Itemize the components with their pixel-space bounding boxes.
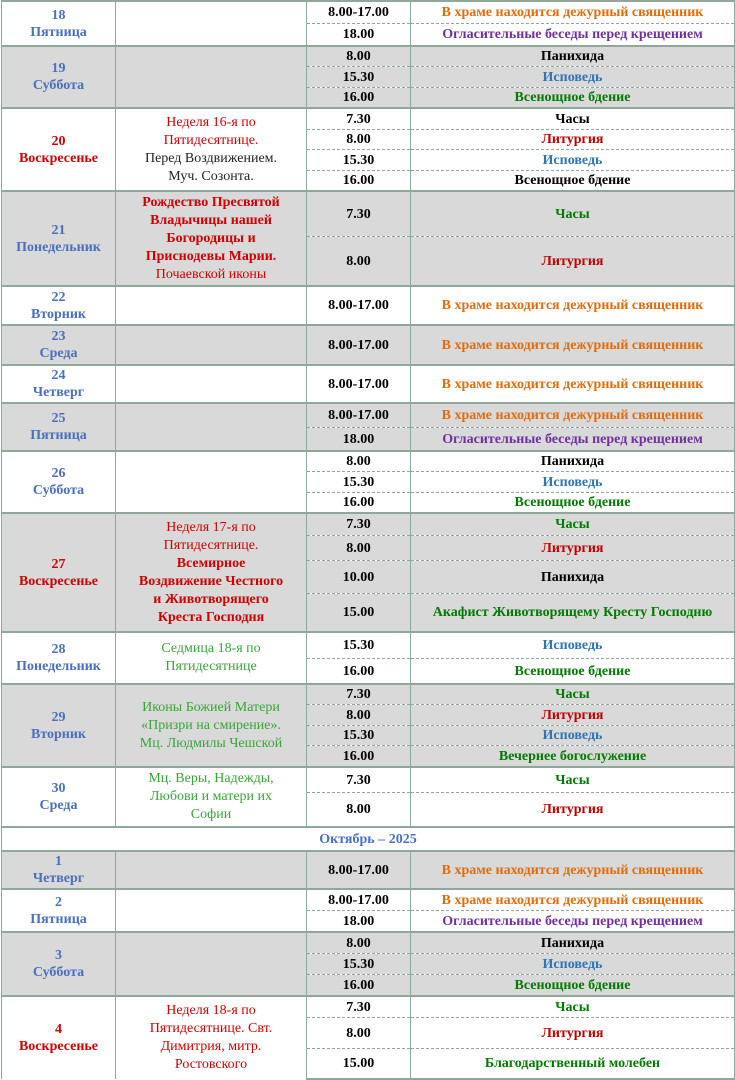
service-name: Акафист Животворящему Кресту Господню [411, 594, 735, 633]
feast-cell [116, 932, 307, 996]
service-time: 8.00-17.00 [307, 365, 411, 403]
feast-cell [116, 889, 307, 932]
service-name: Исповедь [411, 150, 735, 171]
service-time: 8.00-17.00 [307, 889, 411, 911]
service-time: 18.00 [307, 911, 411, 933]
service-name: Часы [411, 767, 735, 793]
service-time: 8.00 [307, 237, 411, 287]
service-name: Исповедь [411, 954, 735, 975]
service-name: Всенощное бдение [411, 88, 735, 109]
service-name: Панихида [411, 561, 735, 594]
day-cell [2, 365, 116, 403]
feast-line: Софии [190, 807, 232, 822]
service-time: 15.00 [307, 594, 411, 633]
service-name: Огласительные беседы перед крещением [411, 911, 735, 933]
service-row [2, 684, 735, 705]
service-name: В храме находится дежурный священник [411, 403, 735, 428]
day-number: 2 [55, 894, 62, 910]
weekday-label: Пятница [30, 428, 87, 443]
service-time: 8.00 [307, 1018, 411, 1049]
service-time: 8.00 [307, 451, 411, 472]
service-name: Панихида [411, 46, 735, 67]
day-cell [2, 286, 116, 325]
feast-line: Почаевской иконы [155, 266, 267, 282]
feast-cell [116, 513, 307, 632]
service-row [2, 286, 735, 325]
month-header-section [2, 827, 735, 851]
day-cell [2, 851, 116, 889]
feast-line: Пятидесятнице. [163, 132, 259, 148]
day-cell [2, 1, 116, 46]
service-row [2, 451, 735, 472]
service-row [2, 632, 735, 659]
service-time: 15.30 [307, 150, 411, 171]
service-time: 15.30 [307, 472, 411, 493]
service-time: 16.00 [307, 746, 411, 768]
feast-line: Мц. Людмилы Чешской [139, 735, 283, 751]
day-cell [2, 889, 116, 932]
service-name: Часы [411, 108, 735, 130]
service-time: 10.00 [307, 561, 411, 594]
feast-line: Пятидесятнице [165, 659, 257, 674]
service-time: 8.00 [307, 130, 411, 150]
feast-cell [116, 46, 307, 108]
weekday-label: Пятница [30, 24, 87, 40]
service-name: Панихида [411, 451, 735, 472]
service-row [2, 108, 735, 130]
service-name: Панихида [411, 932, 735, 954]
day-number: 20 [51, 133, 66, 149]
service-time: 15.30 [307, 632, 411, 659]
day-number: 28 [51, 642, 66, 657]
service-name: Исповедь [411, 632, 735, 659]
feast-line: «Призри на смирение». [141, 717, 281, 733]
weekday-label: Суббота [32, 965, 85, 980]
service-time: 16.00 [307, 171, 411, 192]
service-name: Литургия [411, 1018, 735, 1049]
service-time: 8.00-17.00 [307, 1, 411, 24]
feast-line: Перед Воздвижением. [144, 150, 278, 166]
feast-line: Пятидесятнице. Свт. [149, 1021, 273, 1036]
day-number: 22 [51, 289, 66, 305]
feast-cell [116, 365, 307, 403]
weekday-label: Воскресенье [18, 150, 99, 166]
service-time: 8.00-17.00 [307, 286, 411, 325]
service-time: 8.00 [307, 793, 411, 828]
day-cell [2, 932, 116, 996]
schedule-document [1, 0, 734, 1080]
service-row [2, 325, 735, 365]
service-name: Исповедь [411, 472, 735, 493]
service-row [2, 1, 735, 24]
day-number: 25 [51, 411, 66, 426]
day-number: 23 [51, 329, 66, 344]
service-name: В храме находится дежурный священник [411, 1, 735, 24]
day-cell [2, 451, 116, 513]
feast-cell [116, 1, 307, 46]
service-name: Исповедь [411, 726, 735, 746]
weekday-label: Суббота [32, 483, 85, 498]
feast-cell [116, 996, 307, 1079]
service-row [2, 932, 735, 954]
service-name: В храме находится дежурный священник [411, 889, 735, 911]
feast-cell [116, 851, 307, 889]
service-time: 16.00 [307, 975, 411, 997]
feast-line: Ростовского [174, 1057, 248, 1072]
service-time: 16.00 [307, 493, 411, 514]
service-name: В храме находится дежурный священник [411, 286, 735, 325]
day-number: 26 [51, 466, 66, 481]
service-name: Всенощное бдение [411, 659, 735, 685]
service-time: 8.00-17.00 [307, 403, 411, 428]
feast-cell [116, 451, 307, 513]
weekday-label: Вторник [30, 726, 86, 742]
feast-line: Рождество Пресвятой [142, 194, 280, 210]
feast-line: Пятидесятнице. [163, 537, 259, 553]
service-name: Литургия [411, 793, 735, 828]
weekday-label: Среда [39, 346, 78, 361]
service-time: 18.00 [307, 428, 411, 452]
service-name: Всенощное бдение [411, 975, 735, 997]
feast-cell [116, 684, 307, 767]
day-cell [2, 46, 116, 108]
service-row [2, 365, 735, 403]
september-days [2, 1, 735, 827]
service-time: 7.30 [307, 767, 411, 793]
feast-line: Владычицы нашей [150, 212, 272, 228]
service-name: Часы [411, 191, 735, 237]
service-time: 8.00-17.00 [307, 325, 411, 365]
service-row [2, 513, 735, 536]
day-cell [2, 513, 116, 632]
day-cell [2, 632, 116, 684]
feast-cell [116, 632, 307, 684]
service-time: 15.00 [307, 1049, 411, 1080]
day-cell [2, 403, 116, 451]
service-row [2, 46, 735, 67]
service-time: 7.30 [307, 996, 411, 1018]
day-number: 19 [51, 61, 66, 76]
day-cell [2, 108, 116, 191]
service-name: Огласительные беседы перед крещением [411, 24, 735, 47]
service-name: Часы [411, 996, 735, 1018]
feast-line: Неделя 16-я по [166, 114, 256, 130]
weekday-label: Четверг [32, 871, 85, 886]
schedule-table [1, 0, 735, 1080]
service-name: Вечернее богослужение [411, 746, 735, 768]
feast-line: Приснодевы Марии. [145, 248, 277, 264]
feast-cell [116, 767, 307, 827]
weekday-label: Вторник [30, 306, 86, 322]
feast-line: Всемирное [176, 555, 246, 571]
day-number: 24 [51, 368, 66, 383]
weekday-label: Пятница [30, 911, 87, 927]
day-number: 27 [51, 556, 66, 572]
service-time: 15.30 [307, 726, 411, 746]
day-number: 3 [55, 948, 62, 963]
feast-line: Димитрия, митр. [160, 1039, 262, 1054]
day-number: 1 [55, 854, 62, 869]
feast-line: Мц. Веры, Надежды, [148, 771, 274, 786]
day-cell [2, 767, 116, 827]
service-row [2, 767, 735, 793]
service-name: Всенощное бдение [411, 171, 735, 192]
month-header: Октябрь – 2025 [2, 827, 735, 851]
feast-line: Неделя 18-я по [166, 1003, 256, 1018]
service-name: Часы [411, 684, 735, 705]
feast-cell [116, 108, 307, 191]
service-name: Исповедь [411, 67, 735, 88]
feast-line: Иконы Божией Матери [142, 699, 280, 715]
service-name: Огласительные беседы перед крещением [411, 428, 735, 452]
service-time: 7.30 [307, 513, 411, 536]
feast-line: Воздвижение Честного [138, 573, 284, 589]
weekday-label: Понедельник [16, 239, 101, 255]
service-row [2, 851, 735, 889]
weekday-label: Воскресенье [18, 573, 99, 589]
day-number: 29 [51, 709, 66, 725]
day-cell [2, 684, 116, 767]
feast-line: и Животворящего [153, 591, 269, 607]
feast-line: Неделя 17-я по [166, 519, 256, 535]
day-cell [2, 191, 116, 286]
service-time: 8.00 [307, 705, 411, 726]
service-time: 7.30 [307, 684, 411, 705]
service-name: В храме находится дежурный священник [411, 325, 735, 365]
service-time: 15.30 [307, 67, 411, 88]
service-row [2, 889, 735, 911]
feast-line: Любови и матери их [149, 789, 273, 804]
day-cell [2, 325, 116, 365]
day-number: 21 [51, 222, 66, 238]
service-time: 7.30 [307, 191, 411, 237]
service-time: 8.00 [307, 46, 411, 67]
service-row [2, 996, 735, 1018]
service-name: В храме находится дежурный священник [411, 365, 735, 403]
service-name: Литургия [411, 130, 735, 150]
service-name: Часы [411, 513, 735, 536]
service-time: 18.00 [307, 24, 411, 47]
service-time: 8.00-17.00 [307, 851, 411, 889]
feast-line: Креста Господня [157, 609, 265, 625]
weekday-label: Суббота [32, 78, 85, 93]
weekday-label: Четверг [32, 385, 85, 400]
day-number: 4 [55, 1022, 62, 1037]
feast-line: Муч. Созонта. [168, 168, 254, 184]
service-name: Литургия [411, 705, 735, 726]
service-time: 8.00 [307, 536, 411, 561]
service-row [2, 191, 735, 237]
feast-line: Седмица 18-я по [161, 641, 261, 656]
october-days [2, 851, 735, 1079]
service-name: В храме находится дежурный священник [411, 851, 735, 889]
feast-line: Богородицы и [166, 230, 256, 246]
service-name: Благодарственный молебен [411, 1049, 735, 1080]
day-number: 30 [51, 781, 66, 796]
feast-cell [116, 403, 307, 451]
feast-cell [116, 325, 307, 365]
service-time: 15.30 [307, 954, 411, 975]
weekday-label: Понедельник [16, 659, 101, 674]
day-number: 18 [51, 7, 66, 23]
weekday-label: Воскресенье [18, 1039, 99, 1054]
service-name: Литургия [411, 536, 735, 561]
service-name: Всенощное бдение [411, 493, 735, 514]
service-name: Литургия [411, 237, 735, 287]
feast-cell [116, 286, 307, 325]
feast-cell [116, 191, 307, 286]
service-time: 8.00 [307, 932, 411, 954]
service-time: 16.00 [307, 659, 411, 685]
service-row [2, 403, 735, 428]
service-time: 16.00 [307, 88, 411, 109]
day-cell [2, 996, 116, 1079]
weekday-label: Среда [39, 798, 78, 813]
service-time: 7.30 [307, 108, 411, 130]
